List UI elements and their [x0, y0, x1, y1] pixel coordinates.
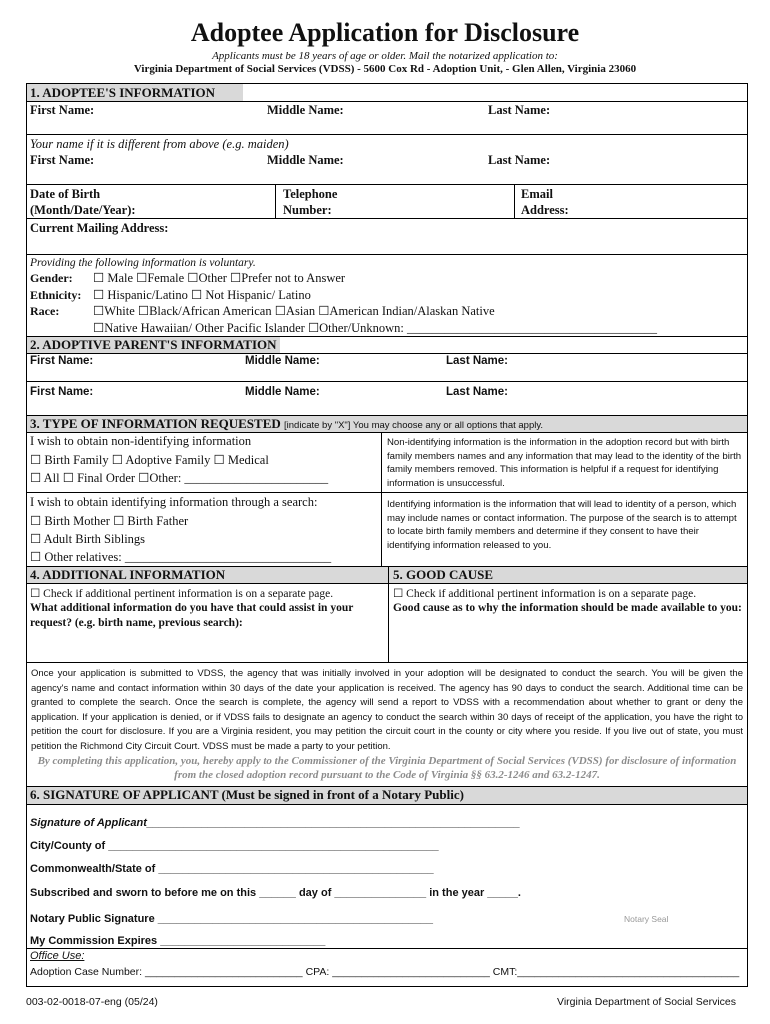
email-label[interactable]: Email — [521, 187, 553, 201]
gender-options[interactable]: ☐ Male ☐Female ☐Other ☐Prefer not to Answer — [93, 271, 346, 285]
nonid-explanation: Non-identifying information is the information in the adoption record but with birth family members names and any information that may lead to the identity of the birth family members removed. This information is helpful if a request for identifying information is unsuccessful. — [387, 437, 742, 489]
parent1-middle-name-label[interactable]: Middle Name: — [245, 355, 320, 367]
section5-heading: 5. GOOD CAUSE — [393, 567, 494, 582]
form-title: Adoptee Application for Disclosure — [190, 18, 580, 47]
telephone-label[interactable]: Telephone — [283, 187, 338, 201]
section4-question[interactable]: What additional information do you have that could assist in your request? (e.g. birth name, previous search): — [30, 602, 354, 629]
parent1-last-name-label[interactable]: Last Name: — [446, 355, 508, 367]
maiden-name-note: Your name if it is different from above (e.g. maiden) — [30, 137, 289, 151]
race-options-row1[interactable]: ☐White ☐Black/African American ☐Asian ☐American Indian/Alaskan Native — [93, 304, 495, 318]
form-subtitle: Applicants must be 18 years of age or older. Mail the notarized application to: — [212, 50, 558, 62]
office-use-label: Office Use: — [30, 950, 85, 962]
identifying-options-row3[interactable]: ☐ Other relatives: _________________________________ — [30, 550, 332, 564]
form-number: 003-02-0018-07-eng (05/24) — [26, 996, 158, 1008]
identifying-options-row1[interactable]: ☐ Birth Mother ☐ Birth Father — [30, 514, 189, 528]
commission-expires-line[interactable]: My Commission Expires ___________________________ — [30, 935, 326, 947]
parent2-first-name-label[interactable]: First Name: — [30, 386, 94, 398]
race-label: Race: — [30, 304, 60, 318]
mailing-address-header: Virginia Department of Social Services (VDSS) - 5600 Cox Rd - Adoption Unit, - Glen Allen, Virginia 23060 — [133, 63, 637, 75]
section3-heading-note: [indicate by "X"] You may choose any or all options that apply. — [284, 420, 544, 431]
office-use-case-fields[interactable]: Adoption Case Number: ___________________________ CPA: ___________________________ CMT:______________________________________ — [30, 966, 740, 978]
footer-agency-name: Virginia Department of Social Services — [557, 996, 736, 1008]
nonid-options-row1[interactable]: ☐ Birth Family ☐ Adoptive Family ☐ Medical — [30, 453, 269, 467]
parent1-first-name-label[interactable]: First Name: — [30, 355, 94, 367]
voluntary-note: Providing the following information is voluntary. — [30, 257, 256, 269]
ethnicity-label: Ethnicity: — [30, 288, 82, 302]
applicant-signature-line[interactable]: Signature of Applicant_____________________________________________________________ — [30, 817, 521, 829]
section5-separate-page-checkbox[interactable]: ☐ Check if additional pertinent information is on a separate page. — [393, 588, 697, 600]
race-options-row2[interactable]: ☐Native Hawaiian/ Other Pacific Islander ☐Other/Unknown: ________________________________________ — [93, 321, 657, 335]
section6-heading: 6. SIGNATURE OF APPLICANT (Must be signed in front of a Notary Public) — [30, 787, 464, 802]
section5-question[interactable]: Good cause as to why the information should be made available to you: — [393, 602, 742, 614]
telephone-number-label: Number: — [283, 203, 332, 217]
dob-format-label: (Month/Date/Year): — [30, 203, 136, 217]
adoptee-middle-name-label[interactable]: Middle Name: — [267, 103, 344, 117]
ethnicity-options[interactable]: ☐ Hispanic/Latino ☐ Not Hispanic/ Latino — [93, 288, 311, 302]
adoptee-first-name-label[interactable]: First Name: — [30, 103, 95, 117]
parent2-middle-name-label[interactable]: Middle Name: — [245, 386, 320, 398]
nonid-options-row2[interactable]: ☐ All ☐ Final Order ☐Other: _______________________ — [30, 471, 329, 485]
section4-separate-page-checkbox[interactable]: ☐ Check if additional pertinent information is on a separate page. — [30, 588, 334, 600]
maiden-last-name-label[interactable]: Last Name: — [488, 153, 551, 167]
parent2-last-name-label[interactable]: Last Name: — [446, 386, 508, 398]
maiden-middle-name-label[interactable]: Middle Name: — [267, 153, 344, 167]
authorization-statement: By completing this application, you, hereby apply to the Commissioner of the Virginia Department of Social Services (VDSS) for disclosure of information from the closed adoption record pursuant to the Code of Virginia §§ 63.2-1246 and 63.2-1247. — [37, 755, 737, 781]
gender-label: Gender: — [30, 271, 73, 285]
dob-label[interactable]: Date of Birth — [30, 187, 101, 201]
notary-seal-placeholder: Notary Seal — [624, 914, 669, 924]
application-form — [26, 83, 748, 987]
section2-heading: 2. ADOPTIVE PARENT'S INFORMATION — [30, 337, 277, 352]
commonwealth-state-line[interactable]: Commonwealth/State of _____________________________________________ — [30, 863, 434, 875]
section4-heading: 4. ADDITIONAL INFORMATION — [30, 567, 226, 582]
identifying-title: I wish to obtain identifying information through a search: — [30, 495, 318, 509]
section1-heading: 1. ADOPTEE'S INFORMATION — [30, 85, 216, 100]
nonid-title: I wish to obtain non-identifying information — [30, 434, 252, 448]
city-county-line[interactable]: City/County of ______________________________________________________ — [30, 840, 439, 852]
identifying-options-row2[interactable]: ☐ Adult Birth Siblings — [30, 532, 146, 546]
sworn-date-line[interactable]: Subscribed and sworn to before me on this ______ day of _______________ in the year _____. — [30, 887, 521, 899]
process-explanation: Once your application is submitted to VDSS, the agency that was initially involved in your adoption will be designated to conduct the search. You will be given the agency's name and contact information within 30 days of the date your application is received. The agency has 90 days to conduct the search. Additional time can be granted to complete the search. Once the search is complete, the agency will send a report to VDSS with a recommendation about whether to grant or deny the application. If your application is denied, or if VDSS fails to designate an agency to conduct the search within 30 days of receipt of the application, you have the right to petition the court for disclosure. If you are a Virginia resident, you may petition the circuit court in the county or city where you reside. If you live out of state, you must petition the Richmond City Circuit Court. VDSS must be made a party to your petition. — [31, 668, 743, 752]
adoptee-last-name-label[interactable]: Last Name: — [488, 103, 551, 117]
mailing-address-label[interactable]: Current Mailing Address: — [30, 221, 169, 235]
notary-signature-line[interactable]: Notary Public Signature _____________________________________________ — [30, 913, 434, 925]
email-address-label: Address: — [521, 203, 569, 217]
section3-heading: 3. TYPE OF INFORMATION REQUESTED [indicate by "X"] You may choose any or all options that apply. — [30, 416, 544, 431]
maiden-first-name-label[interactable]: First Name: — [30, 153, 95, 167]
identifying-explanation: Identifying information is the information that will lead to identity of a person, which may include names or contact information. The purpose of the search is to attempt to locate birth family members and determine if they consent to have their identifying information released to you. — [387, 499, 737, 551]
